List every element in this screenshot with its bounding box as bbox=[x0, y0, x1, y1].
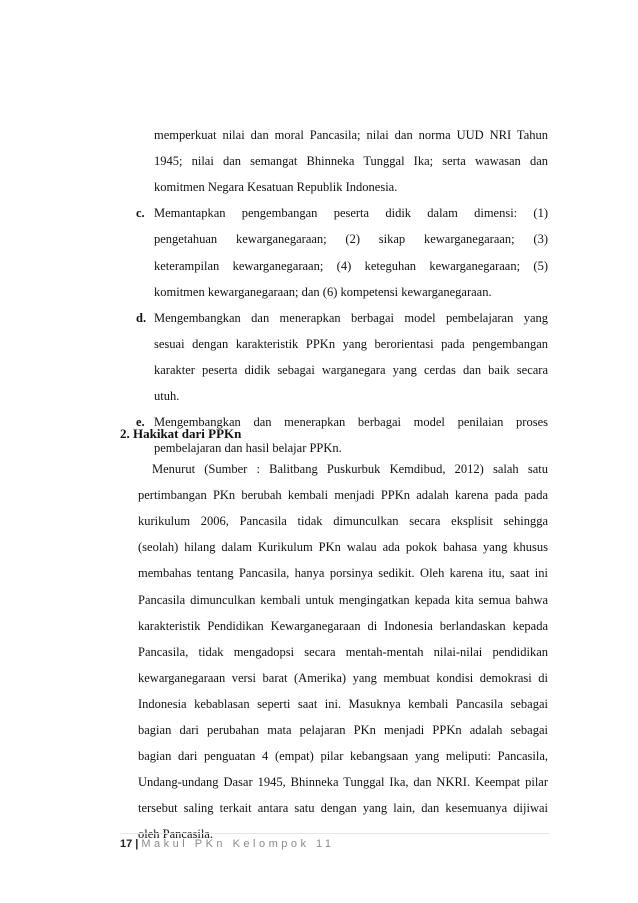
text-line: bagian dari penguatan 4 (empat) pilar kebangsaan yang meliputi: Pancasila, bbox=[138, 749, 548, 764]
text-line: karakter peserta didik sebagai warganegara yang cerdas dan baik secara bbox=[154, 362, 548, 377]
footer-separator: | bbox=[135, 838, 139, 850]
text-line: pengetahuan kewarganegaraan; (2) sikap kewarganegaraan; (3) bbox=[154, 232, 548, 247]
list-marker: c. bbox=[136, 206, 145, 221]
text-line: Mengembangkan dan menerapkan berbagai model penilaian proses bbox=[154, 415, 548, 430]
text-line: (seolah) hilang dalam Kurikulum PKn walau ada pokok bahasa yang khusus bbox=[138, 540, 548, 555]
text-line: pertimbangan PKn berubah kembali menjadi PPKn adalah karena pada pada bbox=[138, 488, 548, 503]
page-footer bbox=[120, 838, 334, 850]
text-line: sesuai dengan karakteristik PPKn yang berorientasi pada pengembangan bbox=[154, 336, 548, 351]
text-line: Undang-undang Dasar 1945, Bhinneka Tunggal Ika, dan NKRI. Keempat pilar bbox=[138, 775, 548, 790]
text-line: bagian dari perubahan mata pelajaran PKn menjadi PPKn adalah sebagai bbox=[138, 723, 548, 737]
text-line: Menurut (Sumber : Balitbang Puskurbuk Kemdibud, 2012) salah satu bbox=[152, 462, 548, 476]
page-number: 17 bbox=[120, 838, 133, 850]
text-line: Mengembangkan dan menerapkan berbagai model pembelajaran yang bbox=[154, 310, 548, 325]
list-marker: d. bbox=[136, 310, 147, 325]
text-line: oleh Pancasila. bbox=[138, 827, 213, 842]
section-heading: 2. Hakikat dari PPKn bbox=[120, 426, 242, 441]
text-line: keterampilan kewarganegaraan; (4) keteguhan kewarganegaraan; (5) bbox=[154, 258, 548, 273]
text-line: utuh. bbox=[154, 389, 180, 403]
text-line: pembelajaran dan hasil belajar PPKn. bbox=[154, 441, 342, 456]
footer-divider bbox=[120, 833, 550, 834]
footer-title: Makul PKn Kelompok 11 bbox=[141, 838, 335, 850]
list-marker: e. bbox=[136, 415, 145, 430]
text-line: Indonesia kebablasan seperti saat ini. Masuknya kembali Pancasila sebagai bbox=[138, 696, 548, 711]
text-line: kurikulum 2006, Pancasila tidak dimunculkan secara eksplisit sehingga bbox=[138, 514, 548, 529]
text-line: Pancasila dimunculkan kembali untuk mengingatkan kepada kita semua bahwa bbox=[138, 592, 548, 607]
text-line: Pancasila, tidak mengadopsi secara mentah-mentah nilai-nilai pendidikan bbox=[138, 644, 548, 659]
text-line: memperkuat nilai dan moral Pancasila; nilai dan norma UUD NRI Tahun bbox=[154, 128, 548, 142]
text-line: 1945; nilai dan semangat Bhinneka Tunggal Ika; serta wawasan dan bbox=[154, 154, 548, 169]
text-line: komitmen Negara Kesatuan Republik Indonesia. bbox=[154, 180, 398, 195]
text-line: membahas tentang Pancasila, hanya porsinya sedikit. Oleh karena itu, saat ini bbox=[138, 566, 548, 581]
text-line: karakteristik Pendidikan Kewarganegaraan di Indonesia berlandaskan kepada bbox=[138, 618, 548, 633]
text-line: Memantapkan pengembangan peserta didik dalam dimensi: (1) bbox=[154, 206, 548, 221]
text-line: kewarganegaraan versi barat (Amerika) yang membuat kondisi demokrasi di bbox=[138, 670, 548, 685]
text-line: tersebut saling terkait antara satu dengan yang lain, dan kesemuanya dijiwai bbox=[138, 801, 548, 816]
text-line: komitmen kewarganegaraan; dan (6) kompetensi kewarganegaraan. bbox=[154, 284, 492, 299]
